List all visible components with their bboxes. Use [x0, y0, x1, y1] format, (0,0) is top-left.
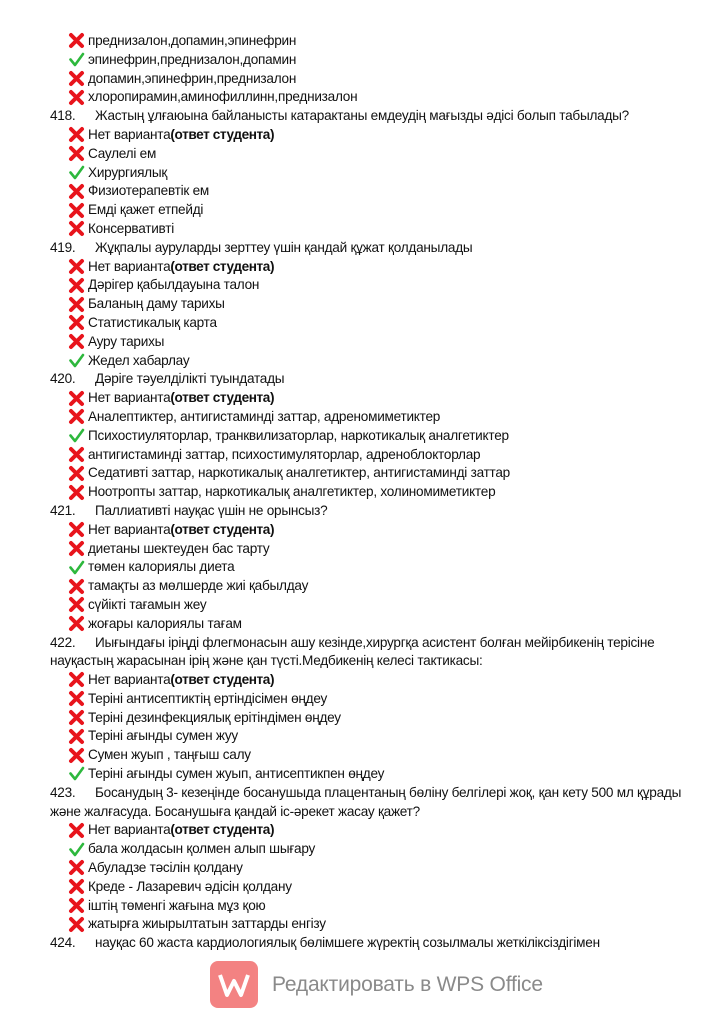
answer-option: [50, 51, 690, 70]
cross-icon: [68, 314, 86, 332]
cross-icon: [68, 822, 86, 840]
cross-icon: [68, 897, 86, 915]
question-number: 421.: [50, 502, 76, 518]
option-text: Теріні ағынды сумен жуу: [88, 728, 238, 744]
answer-option: [50, 577, 690, 596]
cross-icon: [68, 690, 86, 708]
checkmark-icon: [68, 559, 86, 577]
answer-option: [50, 427, 690, 446]
question-text: Жастың ұлғаюына байланысты катарактаны емдеудің мағызды әдісі болып табылады?: [95, 108, 629, 124]
option-text: Сумен жуып , таңғыш салу: [88, 747, 251, 763]
option-text: Статистикалық карта: [88, 314, 217, 330]
checkmark-icon: [68, 765, 86, 783]
option-text: Саулелі ем: [88, 145, 157, 161]
option-text: Дәрігер қабылдауына талон: [88, 277, 260, 293]
answer-option: [50, 145, 690, 164]
option-text: Креде - Лазаревич әдісін қолдану: [88, 878, 292, 894]
cross-icon: [68, 615, 86, 633]
option-text: хлоропирамин,аминофиллинн,преднизалон: [88, 89, 358, 105]
edit-in-wps-banner[interactable]: [210, 961, 543, 1008]
answer-option: [50, 840, 690, 859]
answer-option: [50, 446, 690, 465]
question-text: Дәріге тәуелділікті туындатады: [95, 371, 285, 387]
checkmark-icon: [68, 164, 86, 182]
answer-option: [50, 295, 690, 314]
cross-icon: [68, 484, 86, 502]
question-number: 418.: [50, 108, 76, 124]
option-text: Ауру тарихы: [88, 333, 165, 349]
cross-icon: [68, 183, 86, 201]
question-text: Жұқпалы ауруларды зерттеу үшін қандай құжат қолданылады: [95, 239, 473, 255]
question: [50, 634, 690, 672]
question-number: 424.: [50, 935, 76, 951]
option-text: төмен калориялы диета: [88, 559, 235, 575]
option-text: Нет варианта: [88, 126, 171, 142]
question-number: 420.: [50, 371, 76, 387]
cross-icon: [68, 145, 86, 163]
checkmark-icon: [68, 352, 86, 370]
question: [50, 934, 690, 953]
student-answer-note: (ответ студента): [170, 390, 275, 406]
answer-option: [50, 258, 690, 277]
answer-option: [50, 201, 690, 220]
answer-option: [50, 164, 690, 183]
cross-icon: [68, 878, 86, 896]
answer-option: [50, 727, 690, 746]
cross-icon: [68, 296, 86, 314]
question: [50, 239, 690, 258]
question-number: 423.: [50, 784, 76, 800]
option-text: допамин,эпинефрин,преднизалон: [88, 70, 297, 86]
answer-option: [50, 746, 690, 765]
document-page: [50, 32, 690, 953]
checkmark-icon: [68, 427, 86, 445]
cross-icon: [68, 220, 86, 238]
question: [50, 784, 690, 822]
option-text: жоғары калориялы тағам: [88, 615, 242, 631]
student-answer-note: (ответ студента): [170, 521, 275, 537]
cross-icon: [68, 258, 86, 276]
answer-option: [50, 70, 690, 89]
answer-option: [50, 915, 690, 934]
option-text: Психостиуляторлар, транквилизаторлар, наркотикалық аналгетиктер: [88, 427, 509, 443]
student-answer-note: (ответ студента): [170, 822, 275, 838]
cross-icon: [68, 333, 86, 351]
cross-icon: [68, 540, 86, 558]
answer-option: [50, 821, 690, 840]
cross-icon: [68, 408, 86, 426]
option-text: Емді қажет етпейді: [88, 202, 204, 218]
checkmark-icon: [68, 51, 86, 69]
answer-option: [50, 878, 690, 897]
option-text: Баланың даму тарихы: [88, 296, 225, 312]
question: [50, 502, 690, 521]
cross-icon: [68, 578, 86, 596]
option-text: Нет варианта: [88, 390, 171, 406]
answer-option: [50, 182, 690, 201]
cross-icon: [68, 465, 86, 483]
question-number: 419.: [50, 239, 76, 255]
cross-icon: [68, 709, 86, 727]
question: [50, 370, 690, 389]
answer-option: [50, 483, 690, 502]
answer-option: [50, 615, 690, 634]
answer-option: [50, 126, 690, 145]
answer-option: [50, 859, 690, 878]
student-answer-note: (ответ студента): [170, 258, 275, 274]
student-answer-note: (ответ студента): [170, 672, 275, 688]
option-text: эпинефрин,преднизалон,допамин: [88, 51, 297, 67]
answer-option: [50, 690, 690, 709]
option-text: Абуладзе тәсілін қолдану: [88, 860, 243, 876]
option-text: бала жолдасын қолмен алып шығару: [88, 841, 316, 857]
cross-icon: [68, 32, 86, 50]
cross-icon: [68, 916, 86, 934]
option-text: Теріні антисептиктің ертіндісімен өңдеу: [88, 690, 328, 706]
cross-icon: [68, 859, 86, 877]
checkmark-icon: [68, 841, 86, 859]
question: [50, 107, 690, 126]
option-text: тамақты аз мөлшерде жиі қабылдау: [88, 578, 309, 594]
option-text: Жедел хабарлау: [88, 352, 190, 368]
cross-icon: [68, 390, 86, 408]
answer-option: [50, 32, 690, 51]
option-text: диетаны шектеуден бас тарту: [88, 540, 270, 556]
option-text: Ноотропты заттар, наркотикалық аналгетиктер, холиномиметиктер: [88, 484, 496, 500]
student-answer-note: (ответ студента): [170, 126, 275, 142]
question-text: Иығындағы іріңді флегмонасын ашу кезінде,хирургқа асистент болған мейірбикенің терісіне науқастың жарасынан ірің және қан түсті.Медбикенің келесі тактикасы:: [50, 634, 655, 669]
question-text: науқас 60 жаста кардиологиялық бөлімшеге жүректің созылмалы жеткіліксіздігімен: [95, 935, 600, 951]
option-text: Нет варианта: [88, 521, 171, 537]
answer-option: [50, 276, 690, 295]
cross-icon: [68, 671, 86, 689]
answer-option: [50, 540, 690, 559]
answer-option: [50, 897, 690, 916]
answer-option: [50, 389, 690, 408]
answer-option: [50, 709, 690, 728]
cross-icon: [68, 202, 86, 220]
cross-icon: [68, 728, 86, 746]
wps-logo-icon: [210, 961, 258, 1008]
option-text: Физиотерапевтік ем: [88, 183, 209, 199]
edit-in-wps-label: Редактировать в WPS Office: [272, 972, 543, 996]
answer-option: [50, 464, 690, 483]
answer-option: [50, 314, 690, 333]
cross-icon: [68, 596, 86, 614]
option-text: Консервативті: [88, 220, 174, 236]
question-number: 422.: [50, 634, 76, 650]
cross-icon: [68, 126, 86, 144]
answer-option: [50, 333, 690, 352]
option-text: Теріні ағынды сумен жуып, антисептикпен өңдеу: [88, 766, 385, 782]
cross-icon: [68, 521, 86, 539]
question-text: Босанудың 3- кезеңінде босанушыда плацентаның бөліну белгілері жоқ, қан кету 500 мл құрады және жалғасуда. Босанушыға қандай іс-әрекет жасау қажет?: [50, 784, 682, 819]
option-text: Теріні дезинфекциялық ерітіндімен өңдеу: [88, 709, 341, 725]
option-text: Аналептиктер, антигистаминді заттар, адреномиметиктер: [88, 408, 441, 424]
answer-option: [50, 671, 690, 690]
option-text: Нет варианта: [88, 822, 171, 838]
option-text: Седативті заттар, наркотикалық аналгетиктер, антигистаминді заттар: [88, 465, 510, 481]
cross-icon: [68, 89, 86, 107]
answer-option: [50, 408, 690, 427]
answer-option: [50, 220, 690, 239]
answer-option: [50, 596, 690, 615]
answer-option: [50, 521, 690, 540]
option-text: Нет варианта: [88, 258, 171, 274]
option-text: преднизалон,допамин,эпинефрин: [88, 33, 297, 48]
cross-icon: [68, 277, 86, 295]
answer-option: [50, 352, 690, 371]
cross-icon: [68, 747, 86, 765]
option-text: жатырға жиырылтатын заттарды енгізу: [88, 916, 326, 932]
option-text: антигистаминді заттар, психостимуляторлар, адреноблокторлар: [88, 446, 481, 462]
answer-option: [50, 558, 690, 577]
option-text: Хирургиялық: [88, 164, 168, 180]
question-text: Паллиативті науқас үшін не орынсыз?: [95, 502, 328, 518]
cross-icon: [68, 70, 86, 88]
answer-option: [50, 765, 690, 784]
option-text: Нет варианта: [88, 672, 171, 688]
option-text: іштің төменгі жағына мұз қою: [88, 897, 266, 913]
option-text: сүйікті тағамын жеу: [88, 596, 207, 612]
answer-option: [50, 88, 690, 107]
cross-icon: [68, 446, 86, 464]
